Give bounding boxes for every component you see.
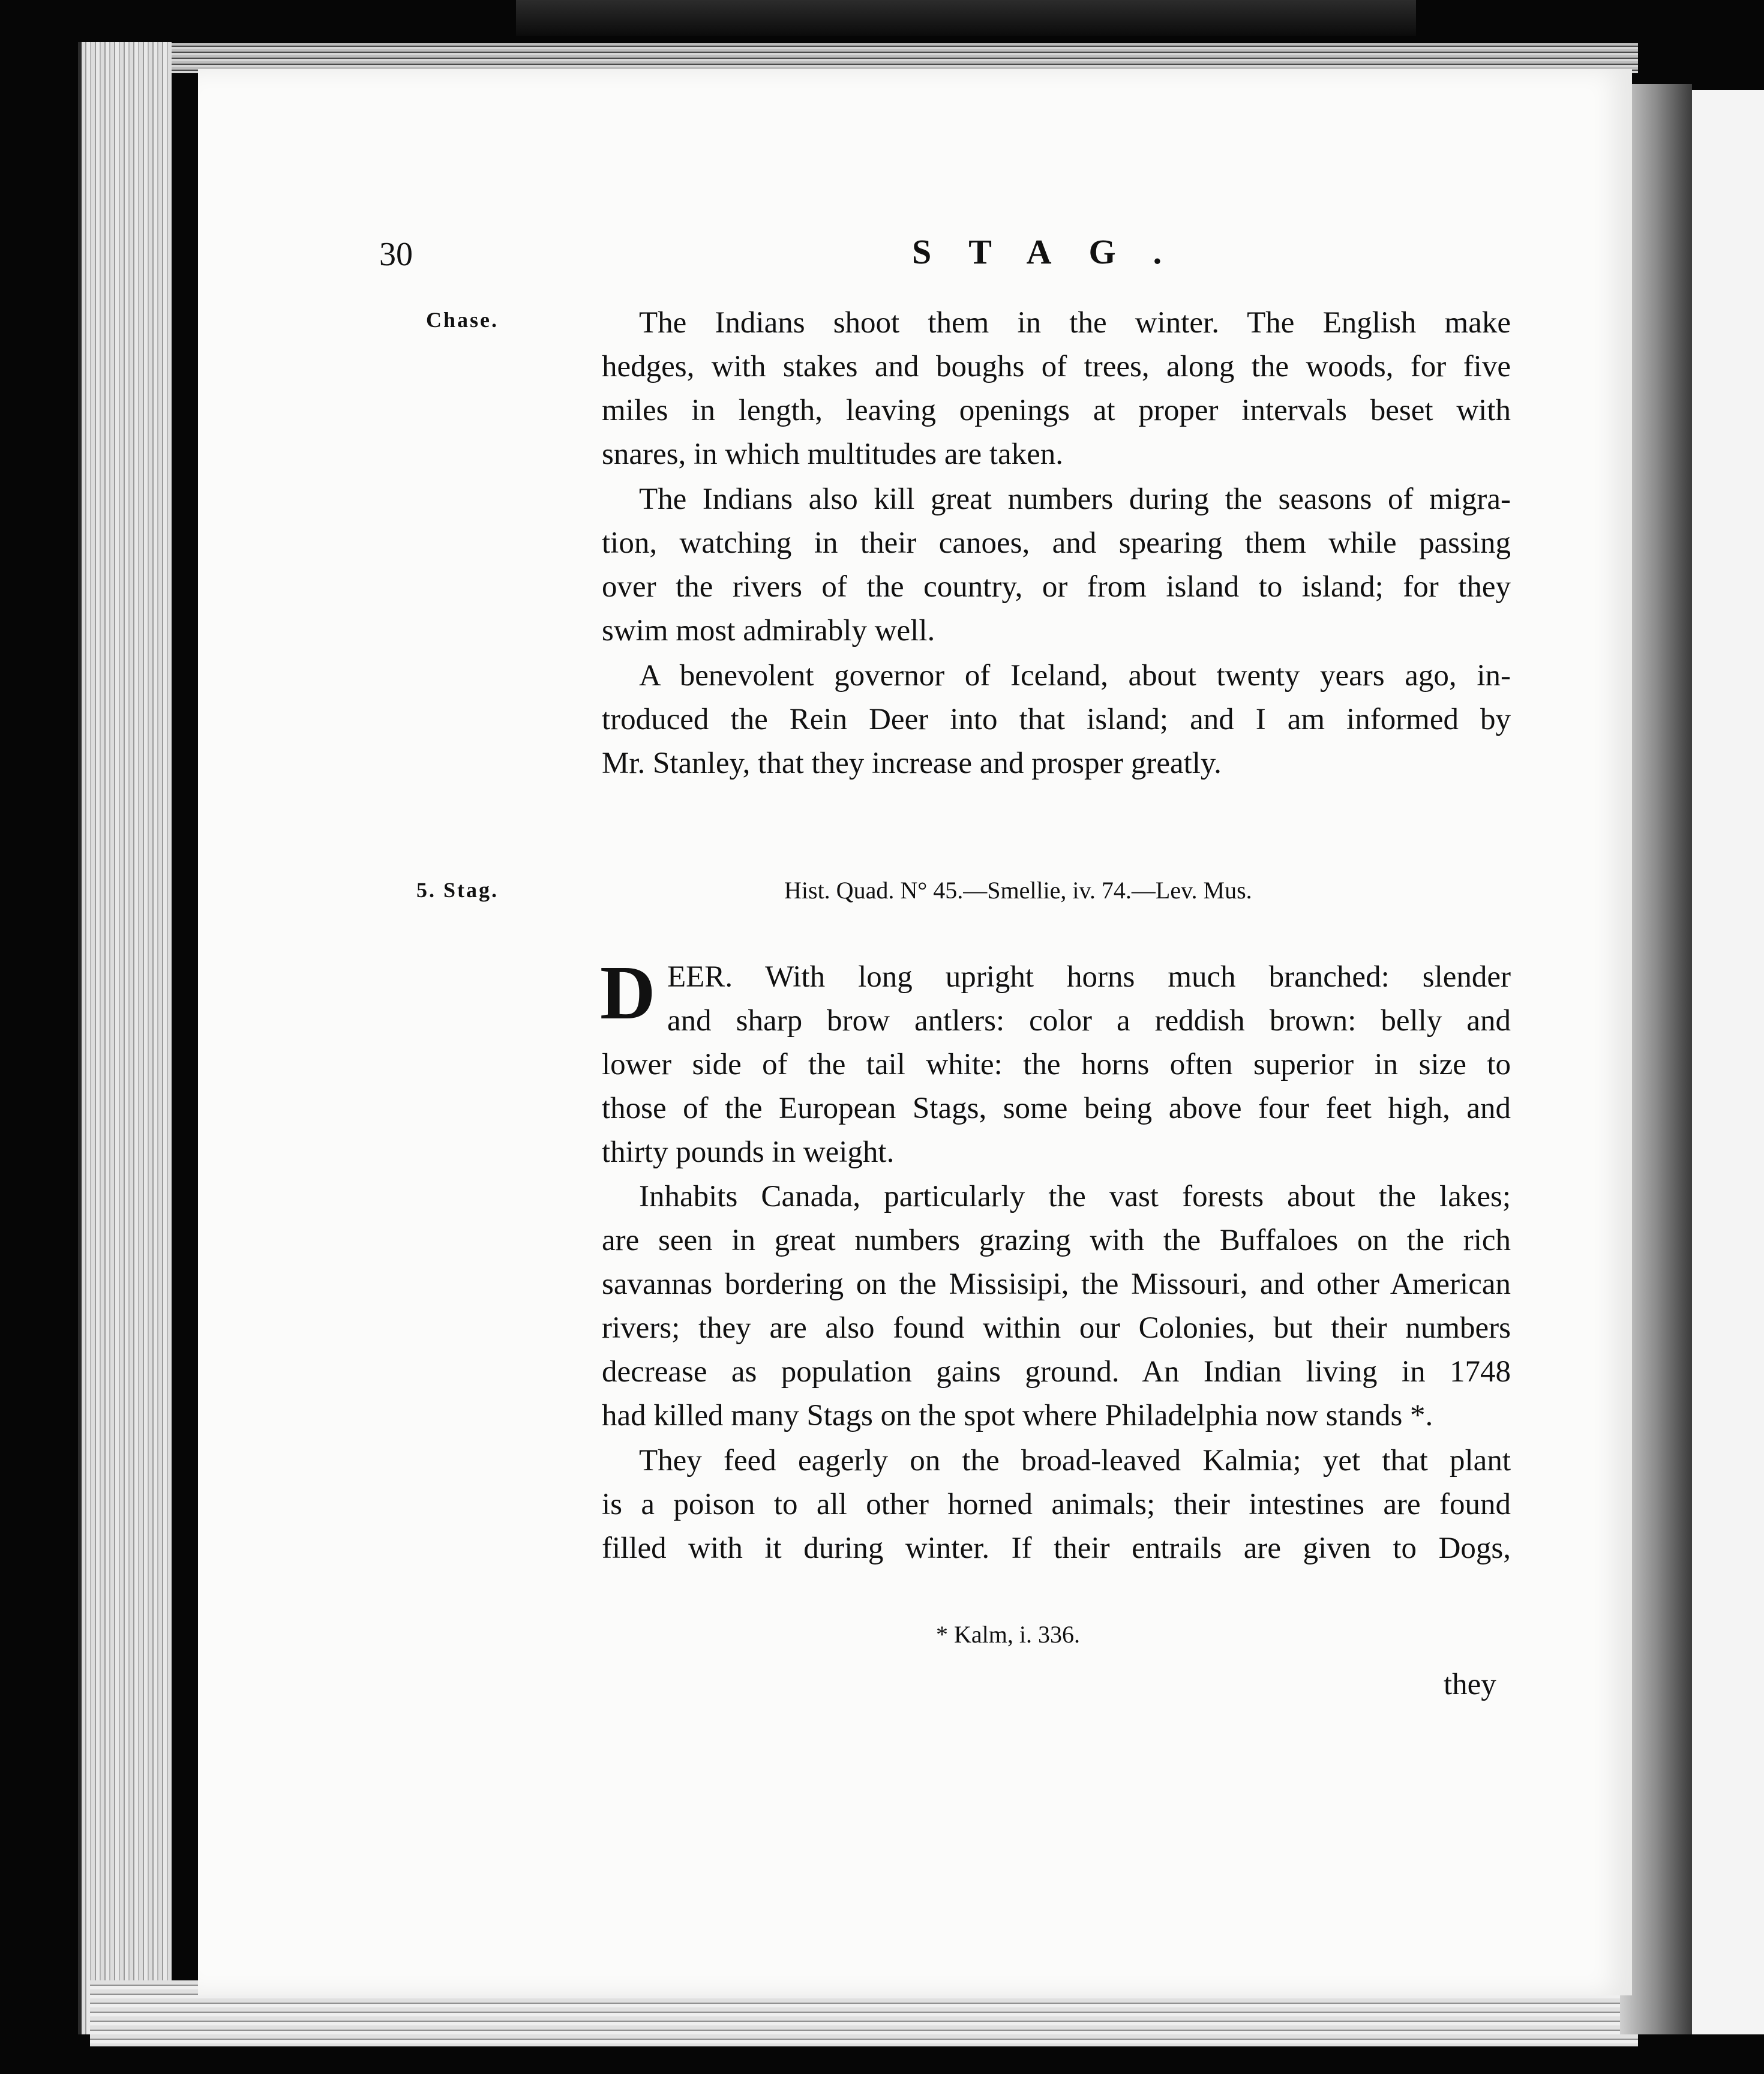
text-line: troduced the Rein Deer into that island; and I am informed by	[602, 703, 1511, 736]
text-line: and sharp brow antlers: color a reddish brown: belly and	[667, 1004, 1511, 1038]
text-line: They feed eagerly on the broad-leaved Kalmia; yet that plant	[639, 1444, 1511, 1477]
drop-cap: D	[600, 950, 656, 1035]
page-number: 30	[379, 236, 413, 273]
footnote: * Kalm, i. 336.	[936, 1621, 1080, 1648]
text-line: are seen in great numbers grazing with the Buffaloes on the rich	[602, 1224, 1511, 1257]
text-line: over the rivers of the country, or from island to island; for they	[602, 570, 1511, 604]
text-line: miles in length, leaving openings at proper intervals beset with	[602, 394, 1511, 427]
catchword: they	[1444, 1668, 1496, 1701]
text-line: those of the European Stags, some being above four feet high, and	[602, 1092, 1511, 1125]
text-line: snares, in which multitudes are taken.	[602, 437, 1064, 471]
margin-note-stag: 5. Stag.	[416, 878, 499, 902]
text-line: A benevolent governor of Iceland, about twenty years ago, in-	[639, 659, 1511, 693]
text-line: tion, watching in their canoes, and spearing them while passing	[602, 526, 1511, 560]
text-line: The Indians shoot them in the winter. The English make	[639, 306, 1511, 340]
binding-shadow	[516, 0, 1416, 36]
facing-page-edge	[1692, 90, 1764, 2034]
text-line: lower side of the tail white: the horns often superior in size to	[602, 1048, 1511, 1081]
text-line: had killed many Stags on the spot where Philadelphia now stands *.	[602, 1399, 1433, 1432]
text-line: Mr. Stanley, that they increase and prosper greatly.	[602, 747, 1222, 780]
text-line: is a poison to all other horned animals; their intestines are found	[602, 1488, 1511, 1521]
text-line: swim most admirably well.	[602, 614, 935, 648]
species-reference: Hist. Quad. N° 45.—Smellie, iv. 74.—Lev. Mus.	[784, 877, 1252, 904]
text-line: hedges, with stakes and boughs of trees, along the woods, for five	[602, 350, 1511, 383]
text-line: filled with it during winter. If their entrails are given to Dogs,	[602, 1531, 1511, 1565]
text-line: savannas bordering on the Missisipi, the Missouri, and other American	[602, 1267, 1511, 1301]
text-line: thirty pounds in weight.	[602, 1135, 895, 1169]
text-line: rivers; they are also found within our Colonies, but their numbers	[602, 1311, 1511, 1345]
text-line: EER. With long upright horns much branched: slender	[667, 960, 1511, 994]
page-stack-left	[78, 42, 172, 2034]
text-line: The Indians also kill great numbers during the seasons of migra-	[639, 482, 1511, 516]
margin-note-chase: Chase.	[426, 308, 499, 332]
text-line: Inhabits Canada, particularly the vast forests about the lakes;	[639, 1180, 1511, 1213]
text-line: decrease as population gains ground. An Indian living in 1748	[602, 1355, 1511, 1389]
running-head: STAG.	[912, 232, 1199, 271]
